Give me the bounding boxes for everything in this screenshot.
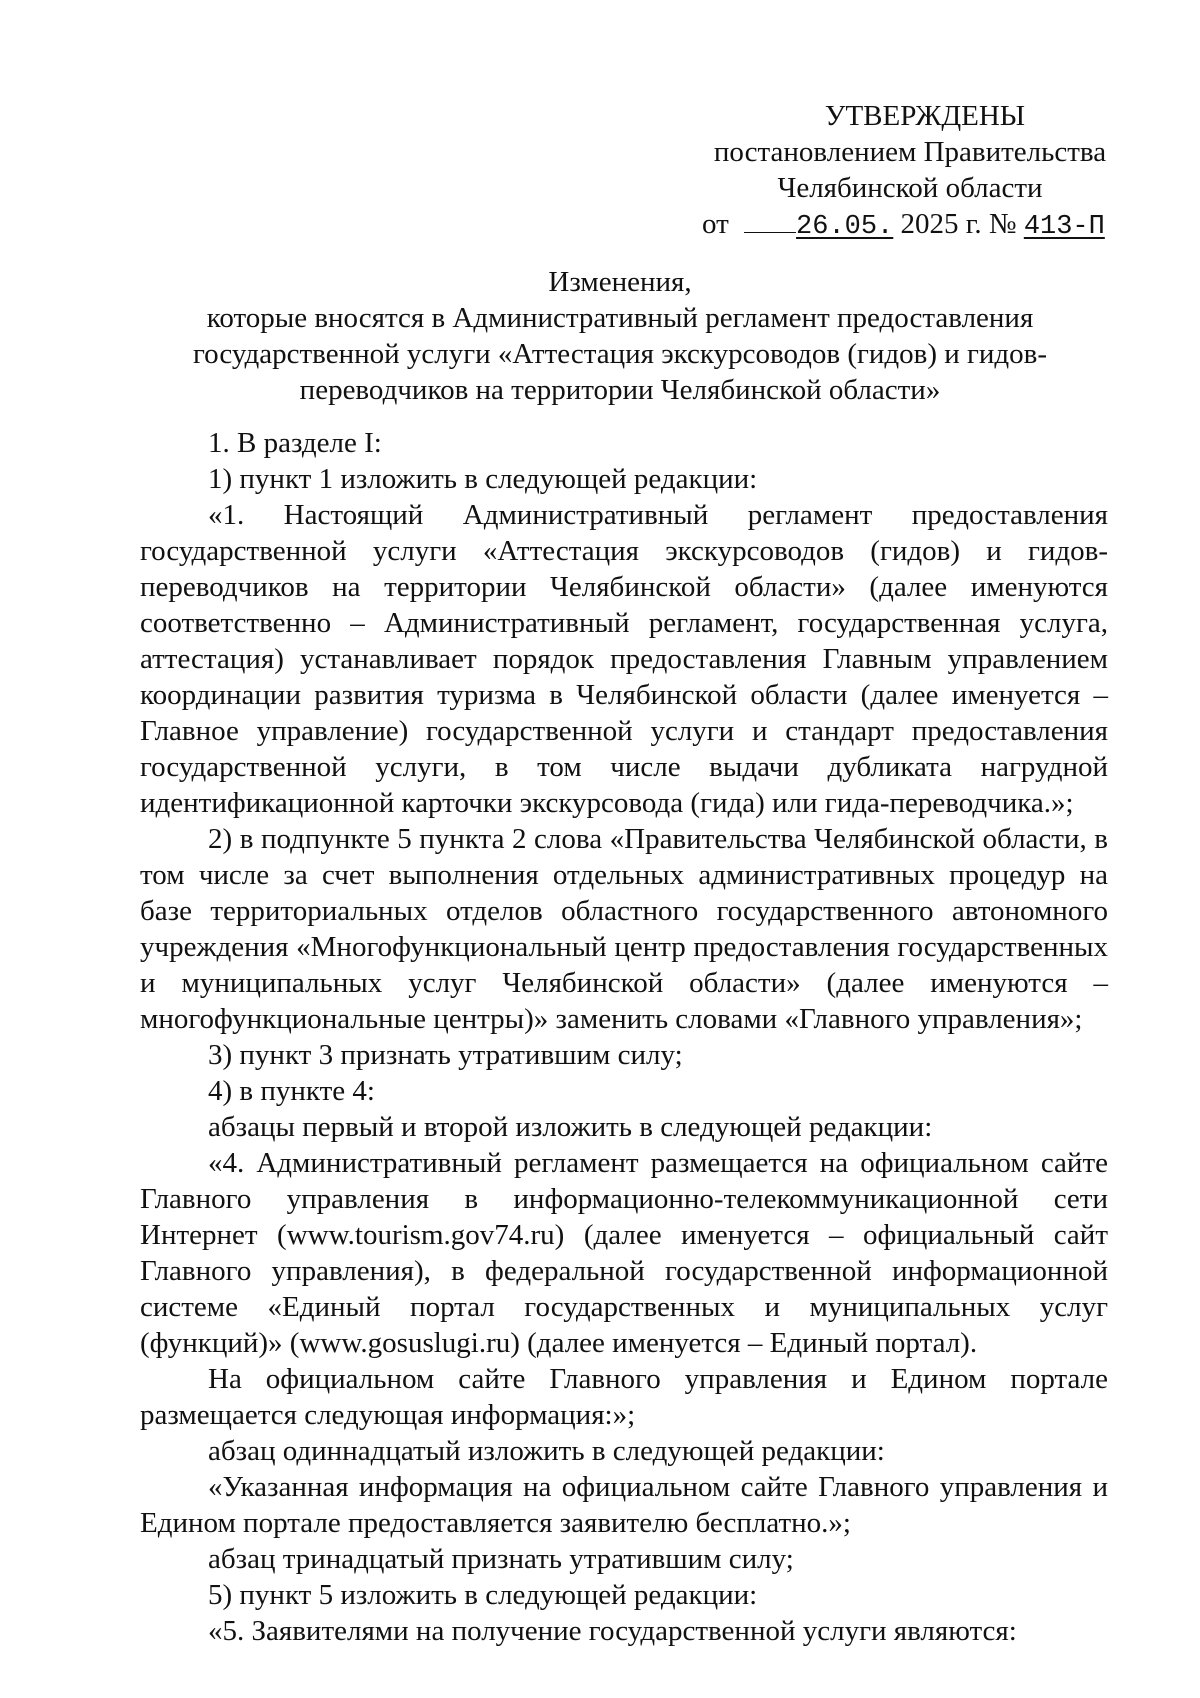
paragraph: 2) в подпункте 5 пункта 2 слова «Правительства Челябинской области, в том числе за счет выполнения отдельных административных процедур на базе территориальных отделов областного государственного автономного учреждения «Многофункциональный центр предоставления государственных и муниципальных услуг Челябинской области» (далее именуются – многофункциональные центры)» заменить словами «Главного управления»; [140, 823, 1108, 1035]
paragraph: абзац тринадцатый признать утратившим силу; [208, 1543, 794, 1575]
approval-block [690, 98, 1130, 245]
heading-line-1: Изменения, [548, 266, 692, 298]
paragraph: «1. Настоящий Административный регламент предоставления государственной услуги «Аттестация экскурсоводов (гидов) и гидов-переводчиков на территории Челябинской области» (далее именуются соответственно – Административный регламент, государственная услуга, аттестация) устанавливает порядок предоставления Главным управлением координации развития туризма в Челябинской области (далее именуется – Главное управление) государственной услуги и стандарт предоставления государственной услуги, в том числе выдачи дубликата нагрудной идентификационной карточки экскурсовода (гида) или гида-переводчика.»; [140, 499, 1108, 819]
paragraph: 1. В разделе I: [208, 427, 382, 459]
paragraph: 1) пункт 1 изложить в следующей редакции: [208, 463, 758, 495]
date-prefix: от [702, 208, 729, 240]
paragraph: абзац одиннадцатый изложить в следующей редакции: [208, 1435, 885, 1467]
paragraph: На официальном сайте Главного управления и Едином портале размещается следующая информация:»; [140, 1363, 1108, 1431]
date-blank [744, 208, 796, 233]
paragraph: 4) в пункте 4: [208, 1075, 375, 1107]
paragraph: «Указанная информация на официальном сайте Главного управления и Едином портале предоставляется заявителю бесплатно.»; [140, 1471, 1108, 1539]
approval-line-2: Челябинской области [777, 172, 1043, 204]
number-value: 413-П [1023, 212, 1105, 242]
heading-line-3: государственной услуги «Аттестация экскурсоводов (гидов) и гидов- [192, 338, 1048, 370]
approval-title: УТВЕРЖДЕНЫ [824, 100, 1026, 132]
document-body [140, 425, 1108, 1649]
paragraph: «5. Заявителями на получение государственной услуги являются: [208, 1615, 1017, 1647]
paragraph: 5) пункт 5 изложить в следующей редакции: [208, 1579, 758, 1611]
approval-line-1: постановлением Правительства [713, 136, 1107, 168]
heading-line-4: переводчиков на территории Челябинской области» [299, 374, 941, 406]
heading-line-2: которые вносятся в Административный регламент предоставления [206, 302, 1034, 334]
date-year: 2025 г. № [900, 208, 1017, 240]
date-value: 26.05. [796, 212, 894, 242]
document-heading [140, 264, 1100, 408]
paragraph: абзацы первый и второй изложить в следующей редакции: [208, 1111, 933, 1143]
paragraph: 3) пункт 3 признать утратившим силу; [208, 1039, 683, 1071]
paragraph: «4. Административный регламент размещается на официальном сайте Главного управления в информационно-телекоммуникационной сети Интернет (www.tourism.gov74.ru) (далее именуется – официальный сайт Главного управления), в федеральной государственной информационной системе «Единый портал государственных и муниципальных услуг (функций)» (www.gosuslugi.ru) (далее именуется – Единый портал). [140, 1147, 1108, 1359]
approval-date-line [702, 206, 1130, 245]
